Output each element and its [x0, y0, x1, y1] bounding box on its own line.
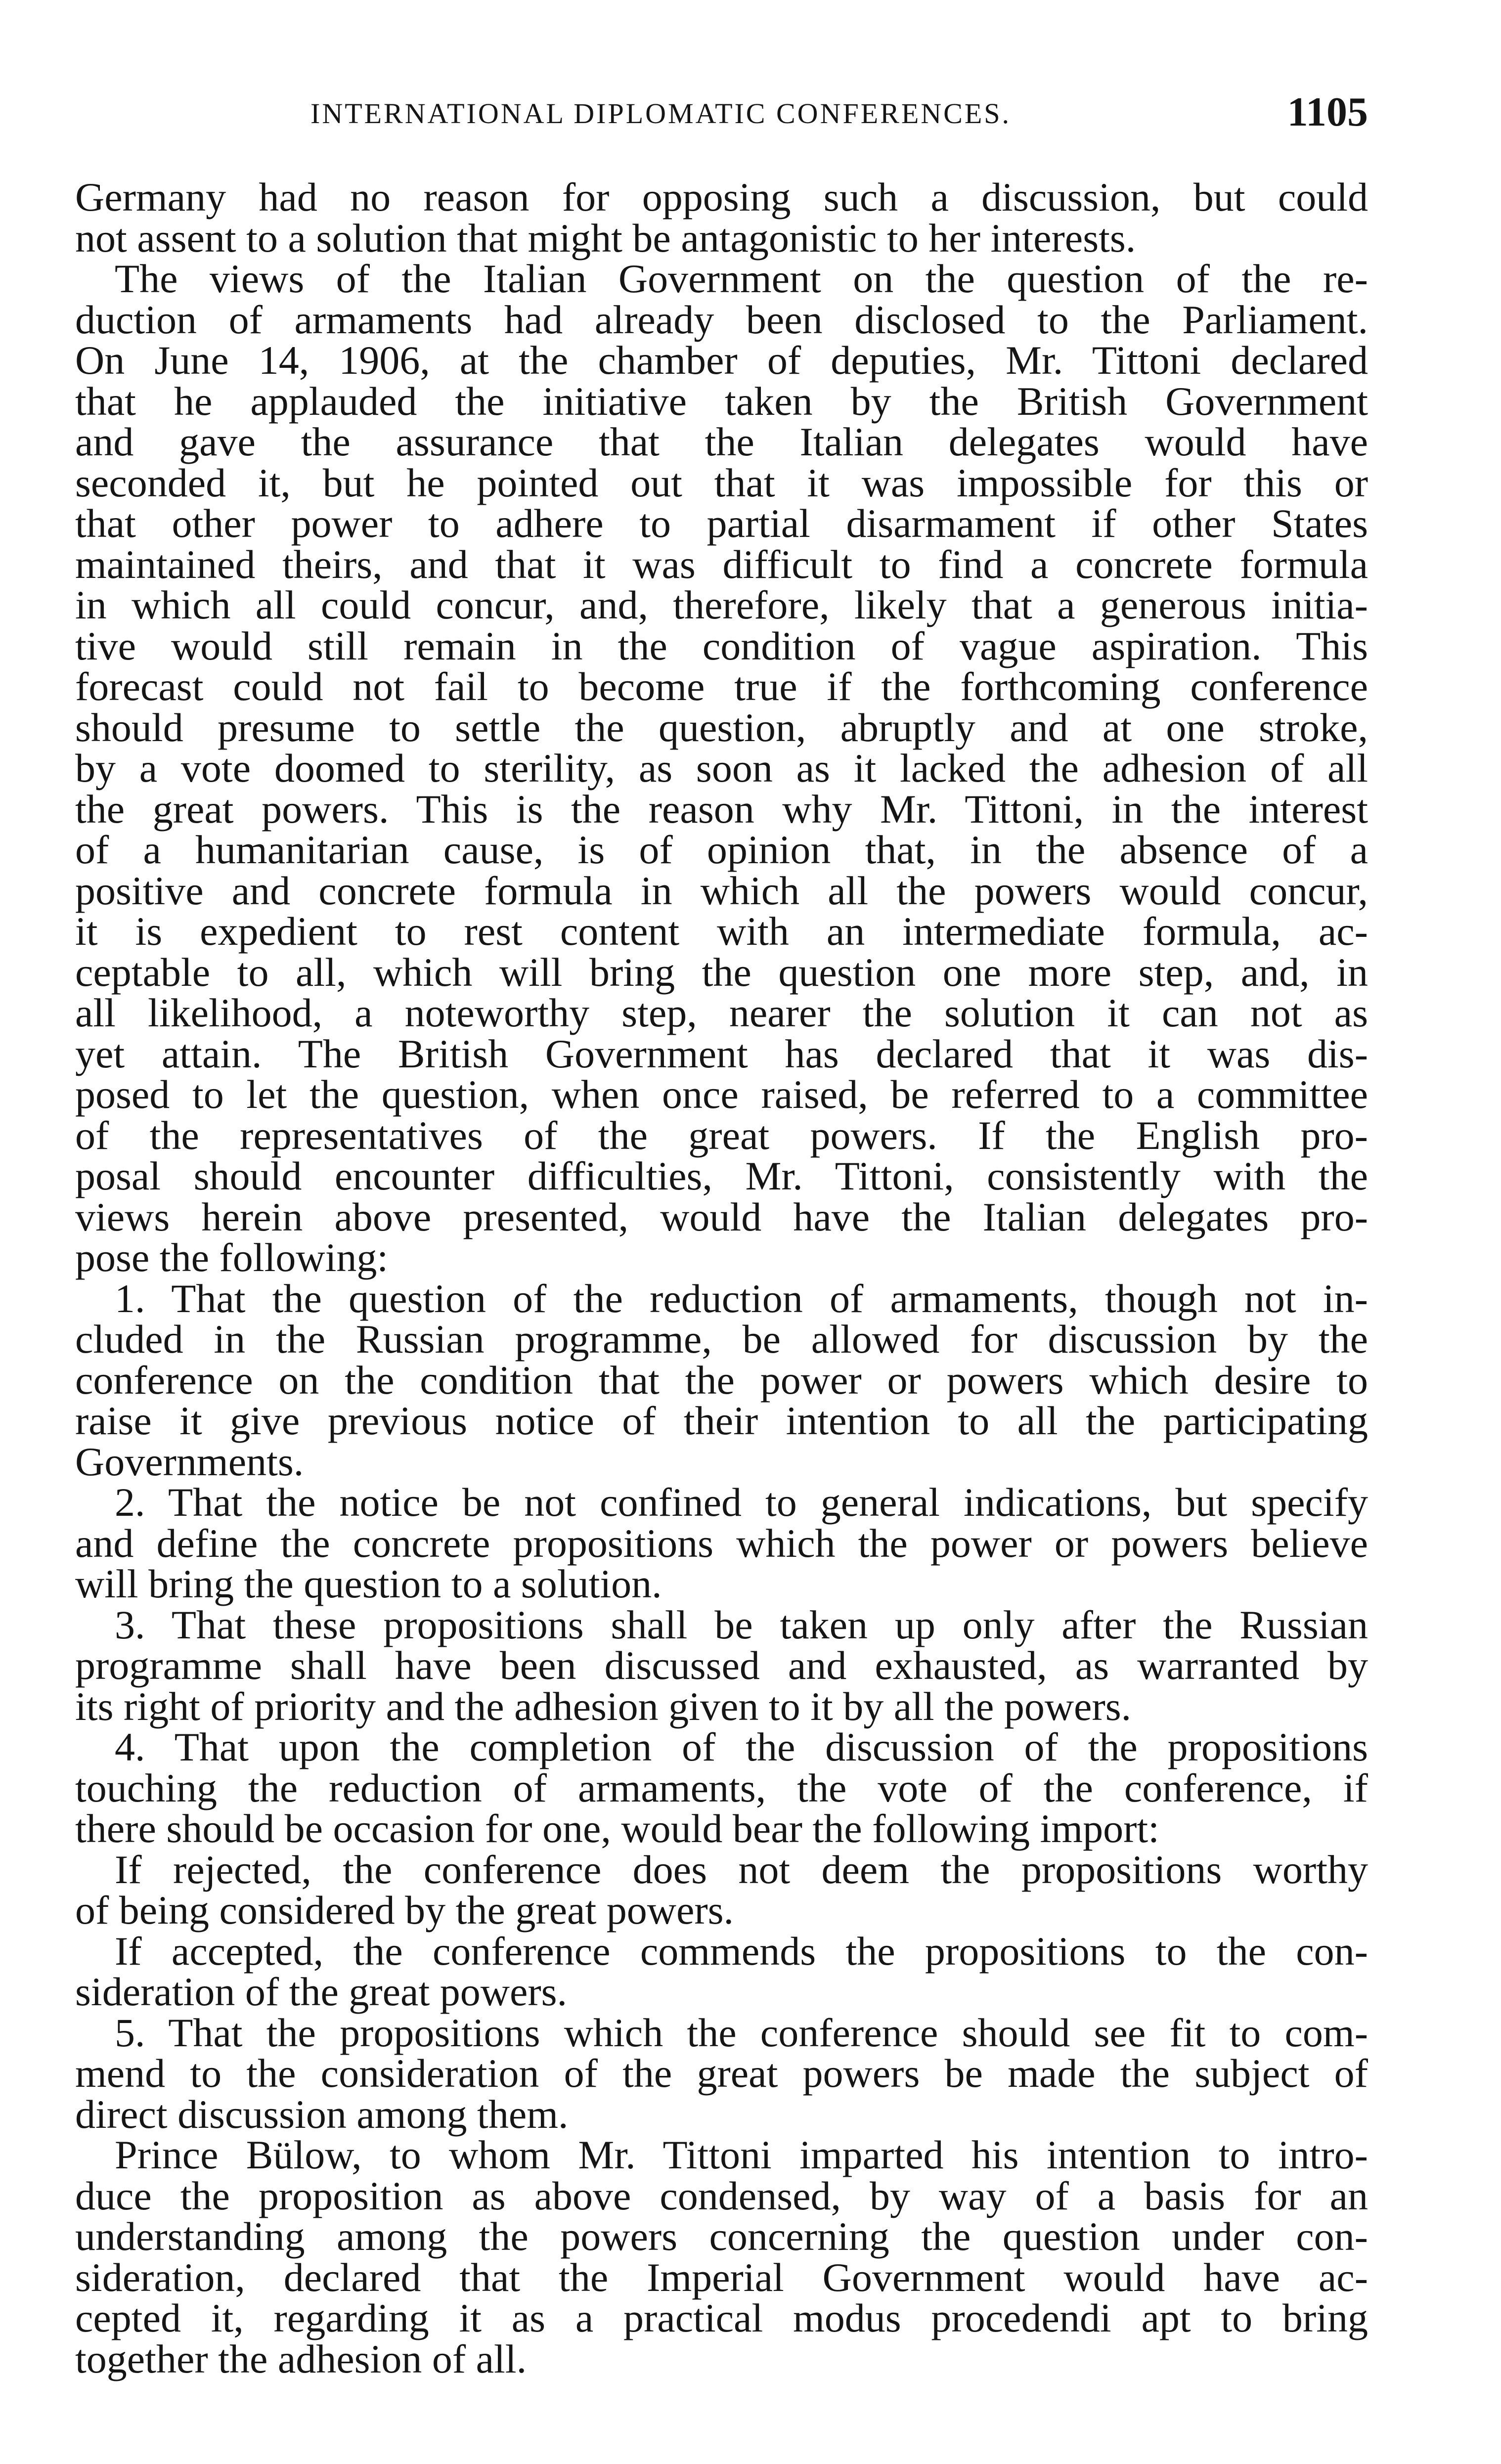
running-title: INTERNATIONAL DIPLOMATIC CONFERENCES. — [310, 97, 1012, 130]
text-line: views herein above presented, would have the Italian delegates pro- — [75, 1194, 1368, 1239]
text-line: cluded in the Russian programme, be allowed for discussion by the — [75, 1317, 1368, 1362]
text-line: maintained theirs, and that it was difficult to find a concrete formula — [75, 541, 1368, 587]
text-line: tive would still remain in the condition of vague aspiration. This — [75, 623, 1368, 668]
text-line: If accepted, the conference commends the propositions to the con- — [115, 1928, 1368, 1974]
text-line: its right of priority and the adhesion given to it by all the powers. — [75, 1683, 1132, 1729]
text-line: Governments. — [75, 1439, 304, 1484]
text-line: by a vote doomed to sterility, as soon as it lacked the adhesion of all — [75, 746, 1368, 791]
text-line: Prince Bülow, to whom Mr. Tittoni imparted his intention to intro- — [115, 2132, 1368, 2177]
text-line: together the adhesion of all. — [75, 2336, 527, 2381]
text-line: Germany had no reason for opposing such a discussion, but could — [75, 175, 1368, 220]
body-text — [75, 177, 1368, 2379]
text-line: conference on the condition that the power or powers which desire to — [75, 1357, 1368, 1403]
running-head — [75, 88, 1368, 142]
text-line: 3. That these propositions shall be taken up only after the Russian — [115, 1602, 1368, 1647]
text-line: sideration of the great powers. — [75, 1969, 568, 2014]
text-line: posed to let the question, when once raised, be referred to a committee — [75, 1072, 1368, 1117]
text-line: that he applauded the initiative taken by the British Government — [75, 378, 1368, 424]
text-line: If rejected, the conference does not deem the propositions worthy — [115, 1847, 1368, 1892]
text-line: understanding among the powers concerning the question under con- — [75, 2214, 1368, 2259]
text-line: should presume to settle the question, abruptly and at one stroke, — [75, 704, 1368, 750]
text-line: in which all could concur, and, therefore, likely that a generous initia- — [75, 582, 1368, 627]
text-line: mend to the consideration of the great powers be made the subject of — [75, 2051, 1368, 2096]
text-line: yet attain. The British Government has declared that it was dis- — [75, 1031, 1368, 1076]
page-number: 1105 — [1287, 89, 1368, 135]
text-line: 5. That the propositions which the conference should see fit to com- — [115, 2010, 1368, 2055]
text-line: of being considered by the great powers. — [75, 1888, 734, 1933]
text-line: seconded it, but he pointed out that it was impossible for this or — [75, 460, 1368, 505]
text-line: posal should encounter difficulties, Mr. Tittoni, consistently with the — [75, 1153, 1368, 1198]
text-line: duction of armaments had already been disclosed to the Parliament. — [75, 297, 1368, 342]
text-line: direct discussion among them. — [75, 2091, 569, 2137]
text-line: not assent to a solution that might be antagonistic to her interests. — [75, 215, 1136, 261]
text-line: that other power to adhere to partial disarmament if other States — [75, 501, 1368, 546]
text-line: pose the following: — [75, 1235, 389, 1280]
text-line: all likelihood, a noteworthy step, nearer the solution it can not as — [75, 990, 1368, 1035]
text-line: touching the reduction of armaments, the vote of the conference, if — [75, 1765, 1368, 1810]
text-line: of a humanitarian cause, is of opinion that, in the absence of a — [75, 827, 1368, 872]
text-line: 2. That the notice be not confined to general indications, but specify — [115, 1480, 1368, 1525]
text-line: will bring the question to a solution. — [75, 1561, 662, 1606]
text-line: programme shall have been discussed and exhausted, as warranted by — [75, 1643, 1368, 1688]
text-line: duce the proposition as above condensed, by way of a basis for an — [75, 2173, 1368, 2218]
text-line: The views of the Italian Government on the question of the re- — [115, 256, 1368, 301]
text-line: cepted it, regarding it as a practical modus procedendi apt to bring — [75, 2295, 1368, 2340]
text-line: 1. That the question of the reduction of armaments, though not in- — [115, 1276, 1368, 1321]
text-line: raise it give previous notice of their intention to all the participating — [75, 1398, 1368, 1443]
text-line: and define the concrete propositions which the power or powers believe — [75, 1520, 1368, 1566]
text-line: it is expedient to rest content with an intermediate formula, ac- — [75, 909, 1368, 954]
text-line: of the representatives of the great powers. If the English pro- — [75, 1112, 1368, 1158]
text-line: forecast could not fail to become true if the forthcoming conference — [75, 664, 1368, 709]
text-line: sideration, declared that the Imperial Government would have ac- — [75, 2254, 1368, 2300]
text-line: ceptable to all, which will bring the question one more step, and, in — [75, 949, 1368, 995]
text-line: the great powers. This is the reason why Mr. Tittoni, in the interest — [75, 786, 1368, 832]
text-line: there should be occasion for one, would bear the following import: — [75, 1806, 1159, 1851]
text-line: positive and concrete formula in which all the powers would concur, — [75, 868, 1368, 913]
text-line: On June 14, 1906, at the chamber of deputies, Mr. Tittoni declared — [75, 338, 1368, 383]
text-line: and gave the assurance that the Italian delegates would have — [75, 419, 1368, 464]
text-line: 4. That upon the completion of the discussion of the propositions — [115, 1724, 1368, 1769]
